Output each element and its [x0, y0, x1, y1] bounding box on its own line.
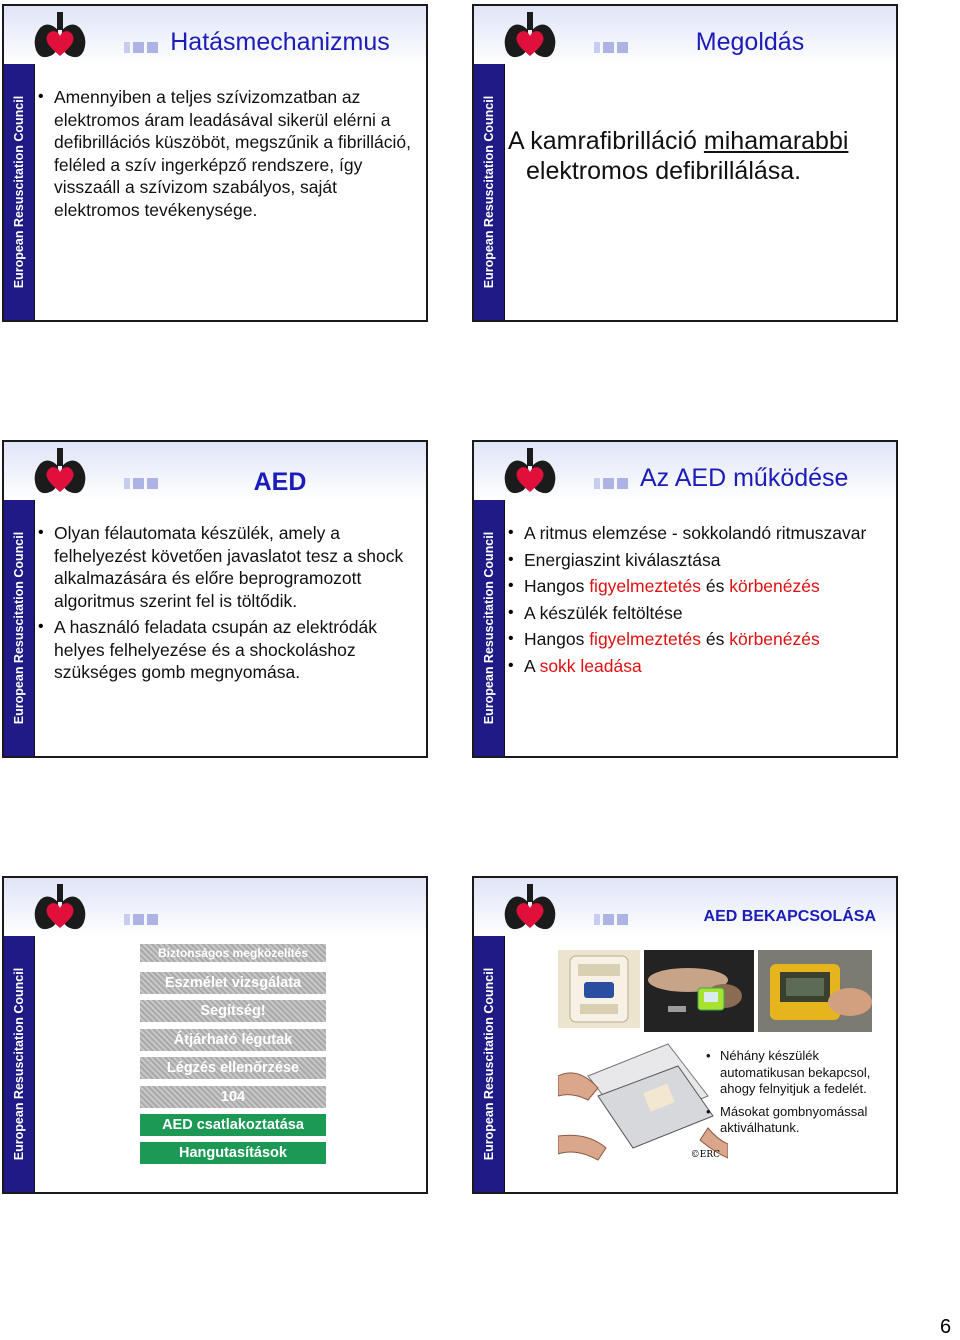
bullet-list	[508, 522, 884, 681]
slide-statement	[508, 126, 886, 186]
step-box: 104	[140, 1086, 326, 1108]
erc-heart-lungs-logo-icon	[30, 446, 90, 500]
erc-sidebar	[474, 500, 505, 756]
algorithm-step-list	[140, 944, 326, 1171]
bullet-item: • A készülék feltöltése	[508, 602, 884, 625]
highlight-text: körbenézés	[729, 576, 820, 596]
text-part: és	[701, 576, 730, 596]
text-part: A	[524, 655, 540, 676]
highlight-text: körbenézés	[729, 629, 820, 649]
bullet-item: • Néhány készülék automatikusan bekapcsol, ahogy felnyitjuk a fedelét.	[704, 1048, 888, 1098]
erc-sidebar	[4, 500, 35, 756]
erc-heart-lungs-logo-icon	[500, 446, 560, 500]
text-part: és	[701, 629, 730, 649]
sidebar-label: European Resuscitation Council	[12, 95, 26, 289]
sidebar-label: European Resuscitation Council	[482, 95, 496, 289]
highlight-text: figyelmeztetés	[589, 576, 702, 596]
slide-title: Hatásmechanizmus	[170, 28, 390, 56]
aed-lid-opening-photo	[558, 1036, 728, 1168]
slide-megoldas	[472, 4, 898, 322]
step-box-active: AED csatlakoztatása	[140, 1114, 326, 1136]
slide-title: Az AED működése	[640, 464, 849, 492]
text-part: Hangos	[524, 576, 590, 596]
sidebar-label: European Resuscitation Council	[482, 967, 496, 1161]
aed-on-patient-photo	[644, 950, 754, 1032]
highlight-text: sokk leadása	[539, 655, 642, 676]
erc-sidebar	[4, 64, 35, 320]
bullet-item: • Amennyiben a teljes szívizomzatban az elektromos áram leadásával sikerül elérni a defibrillációs küszöböt, megszűnik a fibrilláció, feléled a szív ingerképző rendszere, így visszaáll a szívizom szabályos, saját elektromos tevékenysége.	[38, 86, 414, 221]
page-number: 6	[940, 1316, 952, 1338]
slide-aed-mukodese	[472, 440, 898, 758]
slide-hatasmechanizmus	[2, 4, 428, 322]
bullet-item: • A ritmus elemzése - sokkolandó ritmuszavar	[508, 522, 884, 545]
sidebar-label: European Resuscitation Council	[12, 531, 26, 725]
statement-line-2: elektromos defibrillálása.	[526, 157, 802, 185]
aed-button-press-photo	[758, 950, 872, 1032]
bullet-item: • A használó feladata csupán az elektródák helyes felhelyezése és a shockoláshoz szükséges gomb megnyomása.	[38, 616, 414, 684]
bullet-item	[508, 575, 884, 598]
sidebar-label: European Resuscitation Council	[12, 967, 26, 1161]
highlight-text: figyelmeztetés	[589, 629, 702, 649]
bullet-list	[38, 86, 414, 225]
statement-underlined: mihamarabbi	[703, 127, 849, 155]
slide-title: AED BEKAPCSOLÁSA	[703, 908, 876, 925]
erc-sidebar	[4, 936, 35, 1192]
erc-heart-lungs-logo-icon	[500, 10, 560, 64]
step-box: Segítség!	[140, 1000, 326, 1022]
erc-sidebar	[474, 64, 505, 320]
slide-title: Megoldás	[695, 28, 805, 56]
slide-aed-bekapcsolasa	[472, 876, 898, 1194]
step-box: Légzés ellenőrzése	[140, 1057, 326, 1079]
statement-part: A kamrafibrilláció	[508, 127, 704, 155]
bullet-list	[704, 1048, 888, 1143]
step-box: Átjárható légutak	[140, 1029, 326, 1051]
erc-sidebar	[474, 936, 505, 1192]
text-part: Hangos	[524, 629, 590, 649]
aed-device-photo	[558, 950, 640, 1028]
bullet-item	[508, 655, 884, 678]
slide-aed	[2, 440, 428, 758]
decorative-squares	[124, 914, 158, 926]
bullet-item: • Olyan félautomata készülék, amely a felhelyezést követően javaslatot tesz a shock alkalmazására és előre beprogramozott algoritmus szerint fel is töltődik.	[38, 522, 414, 612]
bullet-item: • Energiaszint kiválasztása	[508, 549, 884, 572]
slide-algorithm-steps	[2, 876, 428, 1194]
bullet-item: • Másokat gombnyomással aktiválhatunk.	[704, 1104, 888, 1137]
step-box-active: Hangutasítások	[140, 1142, 326, 1164]
erc-heart-lungs-logo-icon	[30, 882, 90, 936]
step-box: Eszmélet vizsgálata	[140, 972, 326, 994]
bullet-item	[508, 628, 884, 651]
decorative-squares	[594, 478, 628, 490]
photo-copyright: ©ERC	[690, 1150, 720, 1160]
erc-heart-lungs-logo-icon	[500, 882, 560, 936]
erc-heart-lungs-logo-icon	[30, 10, 90, 64]
bullet-list	[38, 522, 414, 688]
sidebar-label: European Resuscitation Council	[482, 531, 496, 725]
step-box: Biztonságos megközelítés	[140, 944, 326, 962]
slide-title: AED	[253, 468, 307, 496]
